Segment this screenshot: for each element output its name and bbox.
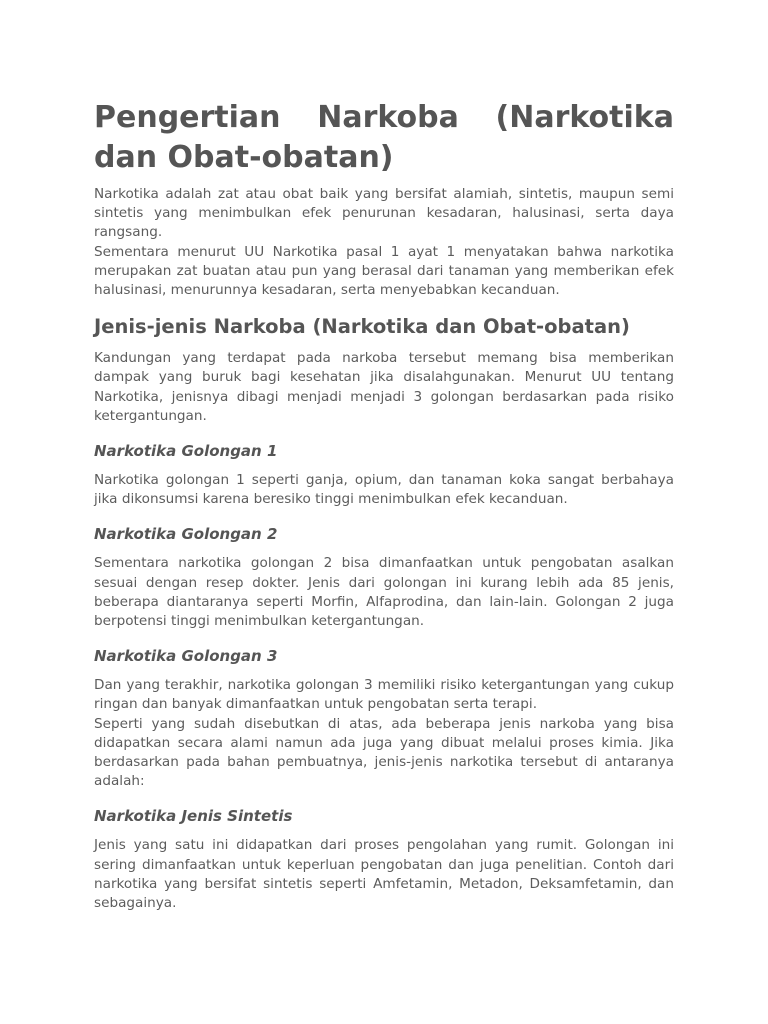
golongan2-paragraph: Sementara narkotika golongan 2 bisa dimanfaatkan untuk pengobatan asalkan sesuai dengan resep dokter. Jenis dari golongan ini kurang lebih ada 85 jenis, beberapa diantaranya seperti Morfin, Alfaprodina, dan lain-lain. Golongan 2 juga berpotensi tinggi menimbulkan ketergantungan. bbox=[94, 555, 674, 630]
golongan2-heading: Narkotika Golongan 2 bbox=[94, 525, 278, 544]
golongan1-heading: Narkotika Golongan 1 bbox=[94, 442, 278, 461]
golongan3-paragraph-1: Dan yang terakhir, narkotika golongan 3 memiliki risiko ketergantungan yang cukup ringan dan banyak dimanfaatkan untuk pengobatan serta terapi. bbox=[94, 677, 674, 713]
intro-paragraph-2: Sementara menurut UU Narkotika pasal 1 ayat 1 menyatakan bahwa narkotika merupakan zat buatan atau pun yang berasal dari tanaman yang memberikan efek halusinasi, menurunnya kesadaran, serta menyebabkan kecanduan. bbox=[94, 243, 674, 299]
golongan3-heading: Narkotika Golongan 3 bbox=[94, 647, 278, 666]
document-page bbox=[94, 98, 674, 913]
page-title: Pengertian Narkoba (Narkotika dan Obat-obatan) bbox=[94, 100, 674, 175]
intro-section bbox=[94, 185, 674, 300]
golongan1-paragraph: Narkotika golongan 1 seperti ganja, opium, dan tanaman koka sangat berbahaya jika dikonsumsi karena beresiko tinggi menimbulkan efek kecanduan. bbox=[94, 472, 674, 508]
sintetis-paragraph: Jenis yang satu ini didapatkan dari proses pengolahan yang rumit. Golongan ini sering dimanfaatkan untuk keperluan pengobatan dan juga penelitian. Contoh dari narkotika yang bersifat sintetis seperti Amfetamin, Metadon, Deksamfetamin, dan sebagainya. bbox=[94, 837, 674, 912]
jenis-heading: Jenis-jenis Narkoba (Narkotika dan Obat-obatan) bbox=[94, 315, 630, 339]
intro-paragraph-1: Narkotika adalah zat atau obat baik yang bersifat alamiah, sintetis, maupun semi sintetis yang menimbulkan efek penurunan kesadaran, halusinasi, serta daya rangsang. bbox=[94, 186, 674, 241]
golongan3-paragraph-2: Seperti yang sudah disebutkan di atas, ada beberapa jenis narkoba yang bisa didapatkan secara alami namun ada juga yang dibuat melalui proses kimia. Jika berdasarkan pada bahan pembuatnya, jenis-jenis narkotika tersebut di antaranya adalah: bbox=[94, 715, 674, 790]
sintetis-heading: Narkotika Jenis Sintetis bbox=[94, 807, 293, 826]
jenis-paragraph: Kandungan yang terdapat pada narkoba tersebut memang bisa memberikan dampak yang buruk bagi kesehatan jika disalahgunakan. Menurut UU tentang Narkotika, jenisnya dibagi menjadi menjadi 3 golongan berdasarkan pada risiko ketergantungan. bbox=[94, 350, 674, 424]
